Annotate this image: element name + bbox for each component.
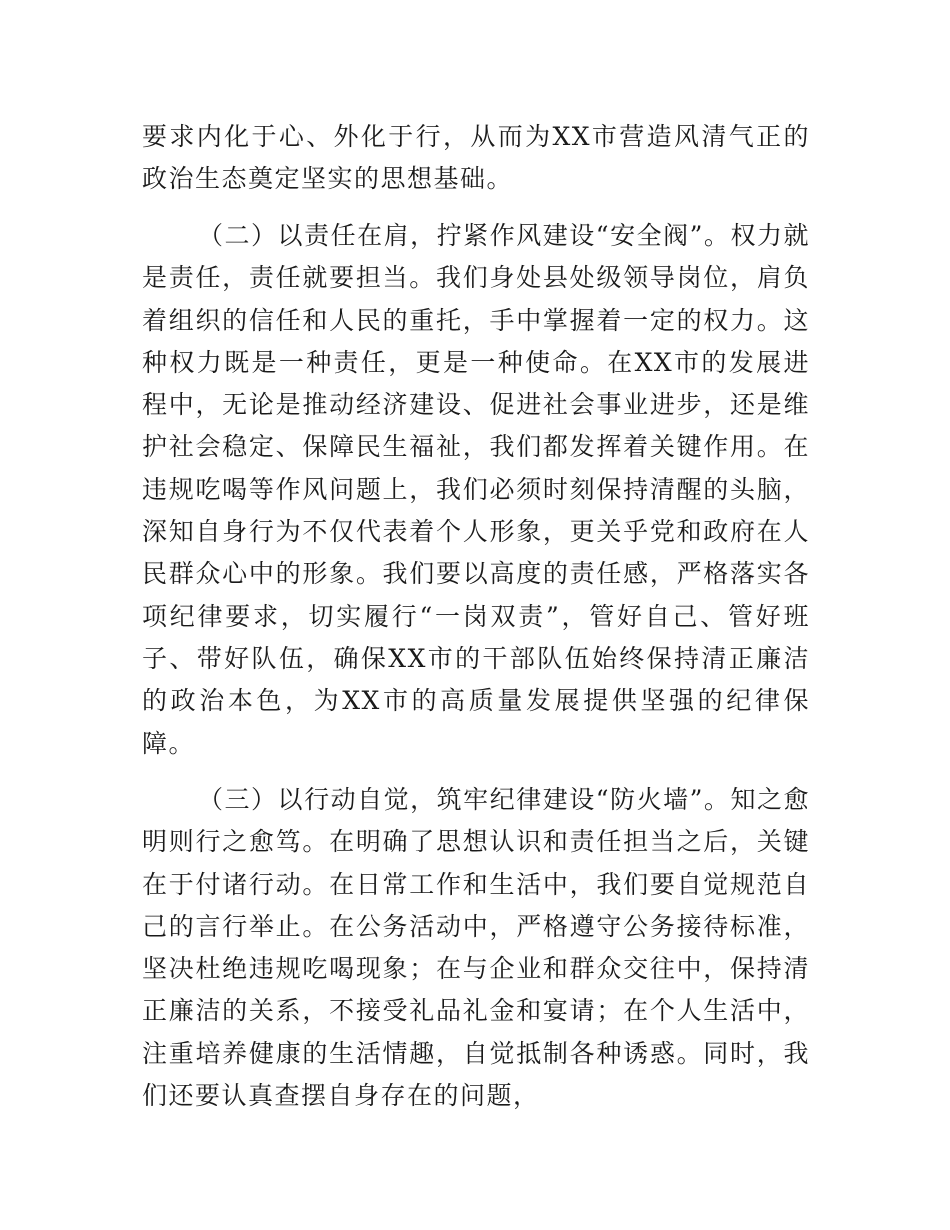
paragraph-section-two: （二）以责任在肩，拧紧作风建设“安全阀”。权力就是责任，责任就要担当。我们身处县处级领导岗位，肩负着组织的信任和人民的重托，手中掌握着一定的权力。这种权力既是一种责任，更是一种使命。在XX市的发展进程中，无论是推动经济建设、促进社会事业进步，还是维护社会稳定、保障民生福祉，我们都发挥着关键作用。在违规吃喝等作风问题上，我们必须时刻保持清醒的头脑，深知自身行为不仅代表着个人形象，更关乎党和政府在人民群众心中的形象。我们要以高度的责任感，严格落实各项纪律要求，切实履行“一岗双责”，管好自己、管好班子、带好队伍，确保XX市的干部队伍始终保持清正廉洁的政治本色，为XX市的高质量发展提供坚强的纪律保障。 (142, 221, 810, 758)
paragraph-continuation: 要求内化于心、外化于行，从而为XX市营造风清气正的政治生态奠定坚实的思想基础。 (142, 122, 810, 194)
paragraph-section-three: （三）以行动自觉，筑牢纪律建设“防火墙”。知之愈明则行之愈笃。在明确了思想认识和责任担当之后，关键在于付诸行动。在日常工作和生活中，我们要自觉规范自己的言行举止。在公务活动中，严格遵守公务接待标准，坚决杜绝违规吃喝现象；在与企业和群众交往中，保持清正廉洁的关系，不接受礼品礼金和宴请；在个人生活中，注重培养健康的生活情趣，自觉抵制各种诱惑。同时，我们还要认真查摆自身存在的问题， (142, 785, 810, 1111)
